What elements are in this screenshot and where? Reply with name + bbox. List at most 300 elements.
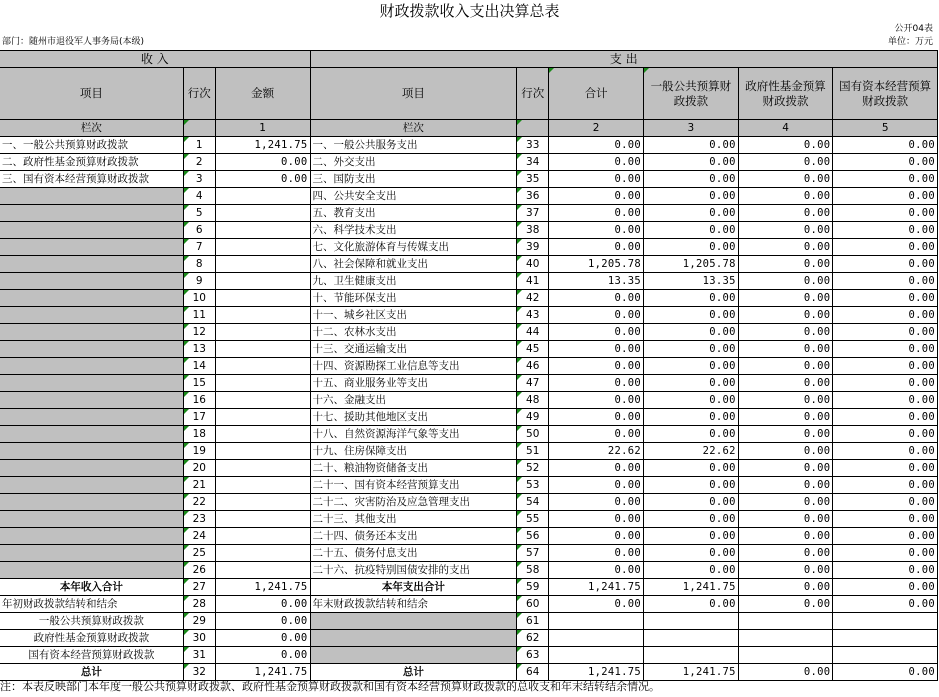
expense-total: 0.00 bbox=[549, 392, 644, 409]
sub-balance-amount: 0.00 bbox=[215, 613, 310, 630]
expense-state-capital: 0.00 bbox=[833, 494, 938, 511]
expense-header: 支 出 bbox=[310, 51, 937, 68]
expense-item: 十九、住房保障支出 bbox=[310, 443, 517, 460]
expense-general-budget: 13.35 bbox=[643, 273, 738, 290]
expense-item: 二十一、国有资本经营预算支出 bbox=[310, 477, 517, 494]
expense-row-no: 38 bbox=[517, 222, 549, 239]
expense-row-no: 35 bbox=[517, 171, 549, 188]
sub-balance-label: 国有资本经营预算财政拨款 bbox=[0, 647, 183, 664]
income-amount-blank bbox=[215, 205, 310, 222]
table-row bbox=[0, 392, 938, 409]
expense-general-budget: 0.00 bbox=[643, 290, 738, 307]
expense-item: 二十五、债务付息支出 bbox=[310, 545, 517, 562]
income-row-no: 7 bbox=[183, 239, 215, 256]
expense-total: 0.00 bbox=[549, 511, 644, 528]
income-item-blank bbox=[0, 239, 183, 256]
expense-row-no: 45 bbox=[517, 341, 549, 358]
expense-row-no: 41 bbox=[517, 273, 549, 290]
expense-general-budget: 0.00 bbox=[643, 154, 738, 171]
expense-general-budget: 0.00 bbox=[643, 358, 738, 375]
sub-balance-no: 31 bbox=[183, 647, 215, 664]
sub-balance-blank bbox=[310, 647, 517, 664]
expense-row-no-header: 行次 bbox=[517, 68, 549, 120]
income-item-blank bbox=[0, 460, 183, 477]
expense-state-capital: 0.00 bbox=[833, 324, 938, 341]
expense-item: 三、国防支出 bbox=[310, 171, 517, 188]
expense-row-no: 47 bbox=[517, 375, 549, 392]
expense-state-capital: 0.00 bbox=[833, 392, 938, 409]
final-accounts-table bbox=[0, 50, 938, 681]
expense-total: 0.00 bbox=[549, 358, 644, 375]
table-row bbox=[0, 324, 938, 341]
expense-row-no: 37 bbox=[517, 205, 549, 222]
footnote: 注：本表反映部门本年度一般公共预算财政拨款、政府性基金预算财政拨款和国有资本经营预算财政拨款的总收支和年末结转结余情况。 bbox=[0, 680, 660, 693]
table-row bbox=[0, 460, 938, 477]
expense-total: 0.00 bbox=[549, 307, 644, 324]
expense-total-label: 本年支出合计 bbox=[310, 579, 517, 596]
income-row-no: 18 bbox=[183, 426, 215, 443]
table-row bbox=[0, 290, 938, 307]
blank-cell bbox=[549, 630, 644, 647]
income-item-blank bbox=[0, 511, 183, 528]
table-row bbox=[0, 307, 938, 324]
table-row bbox=[0, 494, 938, 511]
beginning-balance-label: 年初财政拨款结转和结余 bbox=[0, 596, 183, 613]
income-item-blank bbox=[0, 205, 183, 222]
column-label-blank bbox=[517, 120, 549, 137]
expense-general-budget: 0.00 bbox=[643, 171, 738, 188]
income-row-no: 16 bbox=[183, 392, 215, 409]
expense-state-capital: 0.00 bbox=[833, 545, 938, 562]
blank-cell bbox=[833, 647, 938, 664]
expense-total: 0.00 bbox=[549, 137, 644, 154]
expense-row-no: 49 bbox=[517, 409, 549, 426]
income-amount-blank bbox=[215, 375, 310, 392]
expense-row-no: 44 bbox=[517, 324, 549, 341]
expense-general-budget: 0.00 bbox=[643, 528, 738, 545]
sub-balance-no: 29 bbox=[183, 613, 215, 630]
income-item-blank bbox=[0, 273, 183, 290]
expense-gov-fund: 0.00 bbox=[738, 290, 833, 307]
income-amount-blank bbox=[215, 460, 310, 477]
income-amount-blank bbox=[215, 188, 310, 205]
expense-row-no: 53 bbox=[517, 477, 549, 494]
income-item-blank bbox=[0, 443, 183, 460]
grand-total-gf: 0.00 bbox=[738, 664, 833, 681]
grand-total-sum: 1,241.75 bbox=[549, 664, 644, 681]
income-amount-blank bbox=[215, 256, 310, 273]
expense-general-budget: 0.00 bbox=[643, 511, 738, 528]
expense-row-no: 54 bbox=[517, 494, 549, 511]
expense-state-capital: 0.00 bbox=[833, 205, 938, 222]
expense-gov-fund: 0.00 bbox=[738, 375, 833, 392]
income-amount-blank bbox=[215, 273, 310, 290]
table-row bbox=[0, 562, 938, 579]
summary-row bbox=[0, 579, 938, 596]
table-row bbox=[0, 528, 938, 545]
beginning-balance-amount: 0.00 bbox=[215, 596, 310, 613]
income-item-blank bbox=[0, 426, 183, 443]
grand-total-sc: 0.00 bbox=[833, 664, 938, 681]
expense-item: 五、教育支出 bbox=[310, 205, 517, 222]
expense-state-capital: 0.00 bbox=[833, 137, 938, 154]
income-amount-blank bbox=[215, 324, 310, 341]
grand-total-no: 32 bbox=[183, 664, 215, 681]
expense-state-capital: 0.00 bbox=[833, 409, 938, 426]
expense-total: 22.62 bbox=[549, 443, 644, 460]
table-row bbox=[0, 222, 938, 239]
income-item-blank bbox=[0, 392, 183, 409]
income-total-no: 27 bbox=[183, 579, 215, 596]
income-item-blank bbox=[0, 409, 183, 426]
income-item-blank bbox=[0, 358, 183, 375]
income-amount-blank bbox=[215, 528, 310, 545]
blank-cell bbox=[738, 613, 833, 630]
grand-total-label: 总计 bbox=[0, 664, 183, 681]
table-row bbox=[0, 375, 938, 392]
expense-total: 0.00 bbox=[549, 494, 644, 511]
table-row bbox=[0, 358, 938, 375]
expense-gov-fund: 0.00 bbox=[738, 358, 833, 375]
sub-balance-exp-no: 63 bbox=[517, 647, 549, 664]
income-row-no: 14 bbox=[183, 358, 215, 375]
expense-general-budget: 0.00 bbox=[643, 188, 738, 205]
income-amount-blank bbox=[215, 426, 310, 443]
expense-general-budget: 0.00 bbox=[643, 460, 738, 477]
grand-total-amount: 1,241.75 bbox=[215, 664, 310, 681]
expense-general-budget: 0.00 bbox=[643, 205, 738, 222]
expense-gov-fund: 0.00 bbox=[738, 137, 833, 154]
expense-general-budget: 0.00 bbox=[643, 341, 738, 358]
income-row-no: 21 bbox=[183, 477, 215, 494]
income-amount: 0.00 bbox=[215, 171, 310, 188]
sub-balance-exp-no: 62 bbox=[517, 630, 549, 647]
expense-state-capital: 0.00 bbox=[833, 426, 938, 443]
expense-gov-fund: 0.00 bbox=[738, 307, 833, 324]
income-item-blank bbox=[0, 545, 183, 562]
expense-item: 十四、资源勘探工业信息等支出 bbox=[310, 358, 517, 375]
expense-state-capital: 0.00 bbox=[833, 290, 938, 307]
sub-balance-blank bbox=[310, 613, 517, 630]
expense-general-budget: 0.00 bbox=[643, 392, 738, 409]
expense-row-no: 46 bbox=[517, 358, 549, 375]
expense-gov-fund: 0.00 bbox=[738, 205, 833, 222]
expense-item: 十六、金融支出 bbox=[310, 392, 517, 409]
income-row-no: 19 bbox=[183, 443, 215, 460]
table-row bbox=[0, 443, 938, 460]
expense-item: 十、节能环保支出 bbox=[310, 290, 517, 307]
income-amount-blank bbox=[215, 358, 310, 375]
income-item-blank bbox=[0, 375, 183, 392]
expense-row-no: 56 bbox=[517, 528, 549, 545]
column-num-3: 3 bbox=[643, 120, 738, 137]
gov-fund-header: 政府性基金预算财政拨款 bbox=[738, 68, 833, 120]
income-amount-blank bbox=[215, 307, 310, 324]
expense-gov-fund: 0.00 bbox=[738, 443, 833, 460]
expense-total: 0.00 bbox=[549, 222, 644, 239]
expense-total-no: 59 bbox=[517, 579, 549, 596]
ending-balance-sc: 0.00 bbox=[833, 596, 938, 613]
blank-cell bbox=[833, 630, 938, 647]
table-row bbox=[0, 239, 938, 256]
summary-row bbox=[0, 664, 938, 681]
expense-total: 0.00 bbox=[549, 375, 644, 392]
expense-general-budget: 0.00 bbox=[643, 222, 738, 239]
expense-general-budget: 0.00 bbox=[643, 545, 738, 562]
expense-total-gb: 1,241.75 bbox=[643, 579, 738, 596]
expense-item: 六、科学技术支出 bbox=[310, 222, 517, 239]
expense-general-budget: 0.00 bbox=[643, 494, 738, 511]
income-row-no: 10 bbox=[183, 290, 215, 307]
expense-item: 十二、农林水支出 bbox=[310, 324, 517, 341]
income-amount-blank bbox=[215, 511, 310, 528]
expense-state-capital: 0.00 bbox=[833, 477, 938, 494]
income-amount-header: 金额 bbox=[215, 68, 310, 120]
expense-total: 0.00 bbox=[549, 188, 644, 205]
expense-item: 二、外交支出 bbox=[310, 154, 517, 171]
income-amount-blank bbox=[215, 392, 310, 409]
expense-total: 0.00 bbox=[549, 426, 644, 443]
expense-gov-fund: 0.00 bbox=[738, 239, 833, 256]
expense-gov-fund: 0.00 bbox=[738, 154, 833, 171]
expense-item: 七、文化旅游体育与传媒支出 bbox=[310, 239, 517, 256]
income-row-no-header: 行次 bbox=[183, 68, 215, 120]
income-row-no: 24 bbox=[183, 528, 215, 545]
income-amount-blank bbox=[215, 341, 310, 358]
blank-cell bbox=[549, 647, 644, 664]
expense-total: 0.00 bbox=[549, 154, 644, 171]
expense-row-no: 43 bbox=[517, 307, 549, 324]
income-row-no: 4 bbox=[183, 188, 215, 205]
sub-balance-amount: 0.00 bbox=[215, 647, 310, 664]
table-row bbox=[0, 545, 938, 562]
expense-item: 二十、粮油物资储备支出 bbox=[310, 460, 517, 477]
income-amount-blank bbox=[215, 409, 310, 426]
blank-cell bbox=[643, 630, 738, 647]
income-item: 一、一般公共预算财政拨款 bbox=[0, 137, 183, 154]
department-label: 部门：随州市退役军人事务局(本级) bbox=[2, 37, 145, 47]
income-row-no: 2 bbox=[183, 154, 215, 171]
ending-balance-gb: 0.00 bbox=[643, 596, 738, 613]
expense-state-capital: 0.00 bbox=[833, 154, 938, 171]
expense-gov-fund: 0.00 bbox=[738, 562, 833, 579]
income-row-no: 12 bbox=[183, 324, 215, 341]
expense-general-budget: 0.00 bbox=[643, 324, 738, 341]
expense-gov-fund: 0.00 bbox=[738, 222, 833, 239]
expense-total: 0.00 bbox=[549, 324, 644, 341]
expense-gov-fund: 0.00 bbox=[738, 256, 833, 273]
income-amount-blank bbox=[215, 239, 310, 256]
expense-gov-fund: 0.00 bbox=[738, 171, 833, 188]
expense-state-capital: 0.00 bbox=[833, 188, 938, 205]
expense-state-capital: 0.00 bbox=[833, 239, 938, 256]
expense-state-capital: 0.00 bbox=[833, 256, 938, 273]
income-row-no: 3 bbox=[183, 171, 215, 188]
income-row-no: 8 bbox=[183, 256, 215, 273]
expense-general-budget: 1,205.78 bbox=[643, 256, 738, 273]
expense-state-capital: 0.00 bbox=[833, 528, 938, 545]
expense-gov-fund: 0.00 bbox=[738, 341, 833, 358]
blank-cell bbox=[738, 647, 833, 664]
expense-row-no: 58 bbox=[517, 562, 549, 579]
income-item-blank bbox=[0, 324, 183, 341]
expense-state-capital: 0.00 bbox=[833, 562, 938, 579]
expense-gov-fund: 0.00 bbox=[738, 494, 833, 511]
income-row-no: 25 bbox=[183, 545, 215, 562]
expense-general-budget: 0.00 bbox=[643, 477, 738, 494]
expense-total-gf: 0.00 bbox=[738, 579, 833, 596]
table-row bbox=[0, 154, 938, 171]
expense-total: 0.00 bbox=[549, 477, 644, 494]
expense-row-no: 50 bbox=[517, 426, 549, 443]
income-row-no: 9 bbox=[183, 273, 215, 290]
sub-balance-label: 一般公共预算财政拨款 bbox=[0, 613, 183, 630]
unit-label: 单位：万元 bbox=[887, 37, 933, 47]
expense-total-header: 合计 bbox=[549, 68, 644, 120]
income-amount-blank bbox=[215, 562, 310, 579]
table-row bbox=[0, 273, 938, 290]
expense-general-budget: 0.00 bbox=[643, 137, 738, 154]
expense-general-budget: 0.00 bbox=[643, 239, 738, 256]
expense-general-budget: 0.00 bbox=[643, 562, 738, 579]
expense-gov-fund: 0.00 bbox=[738, 545, 833, 562]
column-label-blank bbox=[183, 120, 215, 137]
table-row bbox=[0, 171, 938, 188]
income-item-blank bbox=[0, 222, 183, 239]
expense-gov-fund: 0.00 bbox=[738, 392, 833, 409]
column-num-2: 2 bbox=[549, 120, 644, 137]
expense-row-no: 52 bbox=[517, 460, 549, 477]
income-item-blank bbox=[0, 494, 183, 511]
expense-row-no: 33 bbox=[517, 137, 549, 154]
column-num-5: 5 bbox=[833, 120, 938, 137]
expense-item: 十八、自然资源海洋气象等支出 bbox=[310, 426, 517, 443]
expense-total: 1,205.78 bbox=[549, 256, 644, 273]
blank-cell bbox=[833, 613, 938, 630]
income-item-blank bbox=[0, 188, 183, 205]
expense-item: 八、社会保障和就业支出 bbox=[310, 256, 517, 273]
sub-balance-no: 30 bbox=[183, 630, 215, 647]
expense-state-capital: 0.00 bbox=[833, 222, 938, 239]
expense-state-capital: 0.00 bbox=[833, 307, 938, 324]
income-amount-blank bbox=[215, 222, 310, 239]
expense-item: 十一、城乡社区支出 bbox=[310, 307, 517, 324]
income-amount: 0.00 bbox=[215, 154, 310, 171]
grand-total-exp-no: 64 bbox=[517, 664, 549, 681]
expense-gov-fund: 0.00 bbox=[738, 477, 833, 494]
expense-item: 一、一般公共服务支出 bbox=[310, 137, 517, 154]
column-num-4: 4 bbox=[738, 120, 833, 137]
income-item-blank bbox=[0, 477, 183, 494]
table-row bbox=[0, 137, 938, 154]
expense-row-no: 39 bbox=[517, 239, 549, 256]
expense-gov-fund: 0.00 bbox=[738, 409, 833, 426]
general-budget-header: 一般公共预算财政拨款 bbox=[643, 68, 738, 120]
table-row bbox=[0, 426, 938, 443]
expense-total: 0.00 bbox=[549, 341, 644, 358]
expense-row-no: 34 bbox=[517, 154, 549, 171]
sub-balance-label: 政府性基金预算财政拨款 bbox=[0, 630, 183, 647]
income-row-no: 26 bbox=[183, 562, 215, 579]
ending-balance-total: 0.00 bbox=[549, 596, 644, 613]
expense-item: 二十四、债务还本支出 bbox=[310, 528, 517, 545]
expense-total-sum: 1,241.75 bbox=[549, 579, 644, 596]
sub-balance-exp-no: 61 bbox=[517, 613, 549, 630]
expense-total: 0.00 bbox=[549, 562, 644, 579]
beginning-balance-no: 28 bbox=[183, 596, 215, 613]
sub-balance-amount: 0.00 bbox=[215, 630, 310, 647]
expense-total: 0.00 bbox=[549, 239, 644, 256]
expense-total: 0.00 bbox=[549, 545, 644, 562]
expense-state-capital: 0.00 bbox=[833, 511, 938, 528]
expense-item: 十五、商业服务业等支出 bbox=[310, 375, 517, 392]
expense-total: 13.35 bbox=[549, 273, 644, 290]
income-row-no: 22 bbox=[183, 494, 215, 511]
income-row-no: 23 bbox=[183, 511, 215, 528]
blank-cell bbox=[738, 630, 833, 647]
summary-row bbox=[0, 647, 938, 664]
expense-gov-fund: 0.00 bbox=[738, 460, 833, 477]
income-item-header: 项目 bbox=[0, 68, 183, 120]
expense-item: 四、公共安全支出 bbox=[310, 188, 517, 205]
expense-row-no: 55 bbox=[517, 511, 549, 528]
ending-balance-gf: 0.00 bbox=[738, 596, 833, 613]
income-row-no: 20 bbox=[183, 460, 215, 477]
expense-gov-fund: 0.00 bbox=[738, 511, 833, 528]
income-item: 三、国有资本经营预算财政拨款 bbox=[0, 171, 183, 188]
table-row bbox=[0, 477, 938, 494]
expense-gov-fund: 0.00 bbox=[738, 528, 833, 545]
income-header: 收 入 bbox=[0, 51, 310, 68]
summary-row bbox=[0, 596, 938, 613]
expense-gov-fund: 0.00 bbox=[738, 324, 833, 341]
table-row bbox=[0, 409, 938, 426]
income-amount-blank bbox=[215, 443, 310, 460]
income-row-no: 17 bbox=[183, 409, 215, 426]
income-row-no: 6 bbox=[183, 222, 215, 239]
summary-row bbox=[0, 613, 938, 630]
ending-balance-label: 年末财政拨款结转和结余 bbox=[310, 596, 517, 613]
column-num-1: 1 bbox=[215, 120, 310, 137]
income-row-no: 5 bbox=[183, 205, 215, 222]
expense-state-capital: 0.00 bbox=[833, 460, 938, 477]
expense-total: 0.00 bbox=[549, 460, 644, 477]
income-row-no: 13 bbox=[183, 341, 215, 358]
income-item-blank bbox=[0, 562, 183, 579]
table-row bbox=[0, 256, 938, 273]
page-title: 财政拨款收入支出决算总表 bbox=[379, 2, 560, 20]
ending-balance-no: 60 bbox=[517, 596, 549, 613]
expense-general-budget: 0.00 bbox=[643, 409, 738, 426]
expense-state-capital: 0.00 bbox=[833, 171, 938, 188]
income-item-blank bbox=[0, 256, 183, 273]
table-row bbox=[0, 341, 938, 358]
blank-cell bbox=[549, 613, 644, 630]
income-total-amount: 1,241.75 bbox=[215, 579, 310, 596]
expense-state-capital: 0.00 bbox=[833, 273, 938, 290]
expense-state-capital: 0.00 bbox=[833, 443, 938, 460]
expense-row-no: 36 bbox=[517, 188, 549, 205]
table-row bbox=[0, 511, 938, 528]
expense-row-no: 51 bbox=[517, 443, 549, 460]
sub-balance-blank bbox=[310, 630, 517, 647]
income-item-blank bbox=[0, 307, 183, 324]
grand-total-exp-label: 总计 bbox=[310, 664, 517, 681]
income-row-no: 15 bbox=[183, 375, 215, 392]
expense-item: 二十二、灾害防治及应急管理支出 bbox=[310, 494, 517, 511]
column-label-cell: 栏次 bbox=[0, 120, 183, 137]
expense-total: 0.00 bbox=[549, 171, 644, 188]
